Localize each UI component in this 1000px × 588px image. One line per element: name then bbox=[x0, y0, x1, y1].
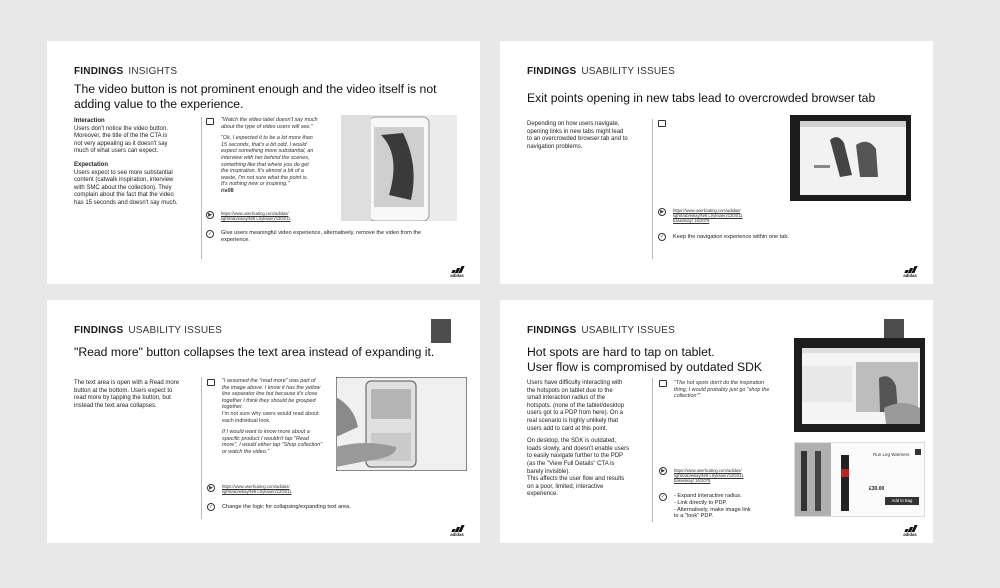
play-icon[interactable]: ▶ bbox=[207, 484, 215, 492]
divider bbox=[201, 377, 202, 519]
video-link[interactable]: https://www.userlicating.com/adidas/ lights/ab/eikayfN/6 Ltryksaen/1204/11 bbox=[222, 484, 292, 494]
tablet-photo-illustration bbox=[790, 115, 911, 201]
slide-new-tabs bbox=[500, 41, 933, 284]
user-quote: "The hot spots don't do the inspiration thing, I would probably just go "shop the collection"" bbox=[674, 380, 770, 400]
tablet-photo bbox=[790, 115, 911, 201]
slide-header: FINDINGS USABILITY ISSUES bbox=[527, 66, 675, 77]
video-link[interactable]: https://www.userlicating.com/adidas/ lights/ab/eikayfN/6 Ltryksaen/1204/11 baseeikay/ 16/2079 bbox=[673, 208, 743, 223]
slide-hot-spots bbox=[500, 300, 933, 543]
product-price: £30.00 bbox=[869, 486, 885, 492]
phone-photo bbox=[341, 115, 457, 221]
placeholder-square bbox=[431, 319, 451, 343]
chat-icon bbox=[659, 380, 667, 387]
checkmark-icon: ✓ bbox=[208, 504, 214, 510]
chat-icon bbox=[658, 120, 666, 127]
chat-icon bbox=[206, 118, 214, 125]
chat-icon bbox=[207, 379, 215, 386]
play-icon[interactable]: ▶ bbox=[658, 208, 666, 216]
adidas-logo: adidas bbox=[448, 523, 466, 537]
slide-title: Hot spots are hard to tap on tablet. User flow is compromised by outdated SDK bbox=[527, 345, 763, 374]
recommendation: Change the logic for collapsing/expanding text area. bbox=[222, 504, 351, 510]
divider bbox=[201, 117, 202, 259]
play-icon[interactable]: ▶ bbox=[659, 467, 667, 475]
slide-read-more bbox=[47, 300, 480, 543]
checkmark-icon: ✓ bbox=[207, 231, 213, 237]
divider bbox=[652, 119, 653, 259]
product-card-photo bbox=[794, 442, 925, 517]
adidas-logo: adidas bbox=[901, 523, 919, 537]
slide-title: "Read more" button collapses the text area instead of expanding it. bbox=[74, 345, 435, 359]
adidas-logo: adidas bbox=[448, 264, 466, 278]
play-icon[interactable]: ▶ bbox=[206, 211, 214, 219]
tablet-photo bbox=[794, 338, 925, 432]
checkmark-icon: ✓ bbox=[659, 234, 665, 240]
user-quote: "Watch the video label doesn't say much about the type of video users will see." "Ok, I expected it to be a lot more than 15 seconds, that's a bit odd, I would expect something more substantial, an interview with her behind the scenes, something like that where you do get the inspiration. It's almost a bit of a waste, I'm not sure what the point is. It's nothing new or inspiring." ris08 bbox=[221, 117, 318, 194]
tablet-photo-illustration bbox=[794, 338, 925, 432]
product-name: Run Leg Warmers bbox=[873, 452, 910, 457]
findings-body: Depending on how users navigate, opening links in new tabs might lead to an overcrowded browser tab and to navigation problems. bbox=[527, 121, 628, 150]
phone-hand-photo bbox=[336, 377, 467, 471]
video-link[interactable]: https://www.userlicating.com/adidas/ lights/ab/eikayfN/6 Ltryksaen/1204/11 bbox=[221, 211, 291, 221]
findings-body: The text area is open with a Read more button at the bottom. Users expect to read more by tapping the button, but instead the text area collapses. bbox=[74, 380, 180, 409]
adidas-logo: adidas bbox=[901, 264, 919, 278]
phone-photo-illustration bbox=[341, 115, 457, 221]
recommendation: Keep the navigation experience within one tab. bbox=[673, 234, 789, 240]
slide-header: FINDINGS USABILITY ISSUES bbox=[527, 325, 675, 336]
recommendation: Give users meaningful video experience, alternatively, remove the video from the experience. bbox=[221, 230, 422, 243]
findings-body: Interaction Users don't notice the video button. Moreover, the title of the the CTA is not very appealing as it doesn't say much of what users can expect. Expectation Users expect to see more substantial content (catwalk inspiration, interview with SMC about the collection). They complain about the fact that the video has 15 seconds and doesn't say much. bbox=[74, 118, 178, 206]
slide-title: Exit points opening in new tabs lead to overcrowded browser tab bbox=[527, 91, 876, 105]
video-link[interactable]: https://www.userlicating.com/adidas/ lights/ab/eikayfN/6 Ltryksaen/1204/11 baseeikay/ 16/2079 bbox=[674, 468, 744, 483]
slide-header: FINDINGS USABILITY ISSUES bbox=[74, 325, 222, 336]
divider bbox=[652, 378, 653, 522]
user-quote: "I assumed the "read more" was part of the image above. I know it has the yellow line separator line but because it's close together I think they should be grouped together. I'm not sure why users would read about each individual look. If I would want to know more about a specific product I wouldn't tap "Read more", I would either tap "Shop collection" or watch the video." bbox=[222, 378, 323, 455]
findings-body: Users have difficulty interacting with the hotspots on tablet due to the small interaction radius of the hotspots. (none of the tablet/desktop users got to a PDP from here). On a real scenario is highly unlikely that users add to card at this point. On desktop, the SDK is outdated, loads slowly, and doesn't enable users to easily navigate further to the PDP (as the "View Full Details" CTA is barely invisible). This affects the user flow and results on a poor, limited, interactive experience. bbox=[527, 380, 630, 498]
recommendation: - Expand interactive radius. - Link directly to PDP. - Alternatively, make image link to a "look" PDP. bbox=[674, 493, 751, 520]
checkmark-icon: ✓ bbox=[660, 494, 666, 500]
slide-title: The video button is not prominent enough and the video itself is not adding value to the experience. bbox=[74, 82, 437, 111]
phone-hand-photo-illustration bbox=[336, 377, 467, 471]
slide-header: FINDINGS INSIGHTS bbox=[74, 66, 178, 77]
slide-insights-video bbox=[47, 41, 480, 284]
add-to-bag-button[interactable]: Add to Bag bbox=[885, 497, 919, 505]
